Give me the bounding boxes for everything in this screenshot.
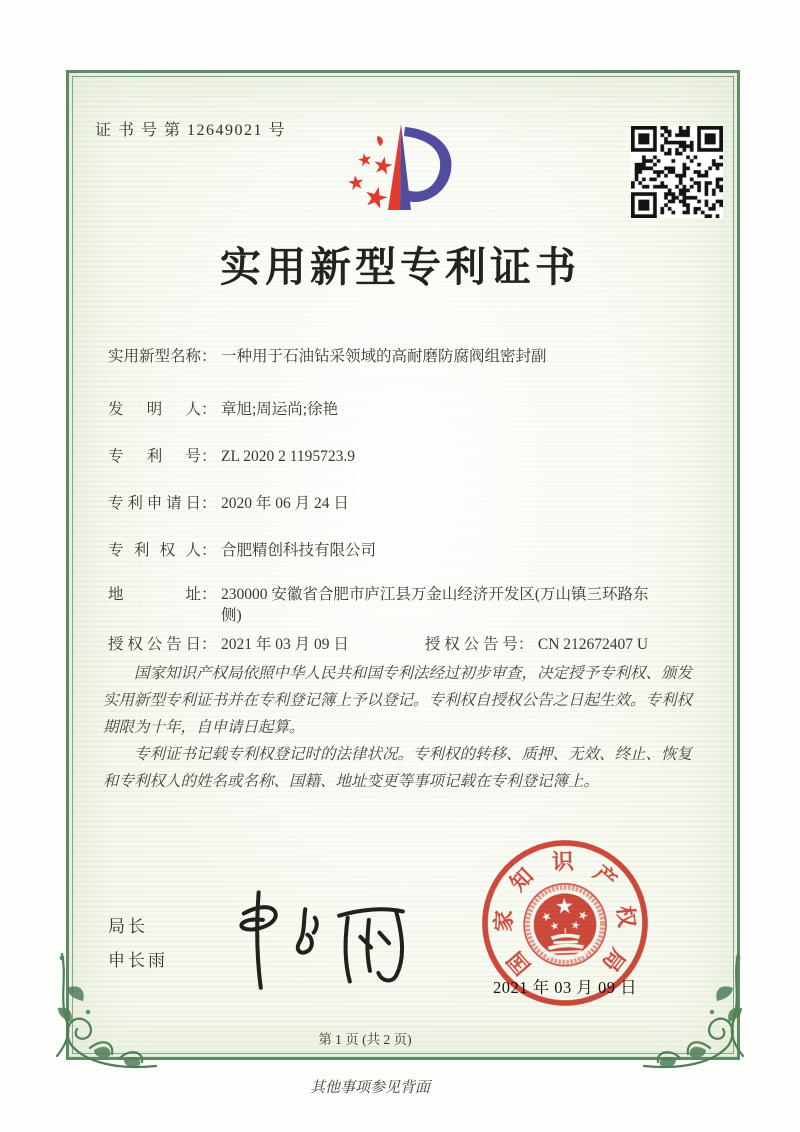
field-label: 授权公告号 <box>424 636 518 653</box>
signature-icon <box>212 886 424 992</box>
field-value: 230000 安徽省合肥市庐江县万金山经济开发区(万山镇三环路东侧) <box>221 586 649 624</box>
field-value: 一种用于石油钻采领域的高耐磨防腐阀组密封副 <box>221 348 547 365</box>
colon: ： <box>201 586 217 603</box>
signer-name: 申长雨 <box>108 951 168 970</box>
field-value: 合肥精创科技有限公司 <box>221 542 377 559</box>
svg-text:国: 国 <box>502 946 536 980</box>
official-seal-icon <box>475 833 655 1013</box>
field-value: 章旭;周运尚;徐艳 <box>221 401 339 418</box>
field-label: 专利申请日 <box>108 495 201 512</box>
colon: ： <box>201 348 217 365</box>
svg-text:权: 权 <box>612 904 639 929</box>
corner-flourish-icon <box>638 950 756 1076</box>
colon: ： <box>517 636 534 653</box>
field-inventors <box>108 399 720 420</box>
cnipa-logo-icon <box>344 110 462 224</box>
field-address <box>108 584 720 626</box>
colon: ： <box>201 636 217 653</box>
field-value: ZL 2020 2 1195723.9 <box>221 448 356 465</box>
field-grant-row <box>108 634 720 655</box>
field-label: 授权公告日 <box>108 636 201 653</box>
colon: ： <box>201 495 217 512</box>
field-patentee <box>108 540 720 561</box>
back-note: 其他事项参见背面 <box>309 1080 430 1096</box>
colon: ： <box>201 448 217 465</box>
page-info: 第 1 页 (共 2 页) <box>318 1032 412 1047</box>
field-list <box>108 346 720 655</box>
certificate-number: 证 书 号 第 12649021 号 <box>95 122 287 139</box>
field-patent-number <box>108 446 720 467</box>
qr-code <box>631 126 723 218</box>
svg-text:产: 产 <box>588 860 622 894</box>
field-value: 2021 年 03 月 09 日 <box>221 636 349 653</box>
svg-text:家: 家 <box>491 909 517 933</box>
field-label: 专利号 <box>108 448 201 465</box>
legal-paragraphs <box>103 660 697 795</box>
field-label: 实用新型名称 <box>108 348 202 365</box>
svg-text:局: 局 <box>597 943 630 976</box>
signer-title: 局长 <box>108 917 148 936</box>
corner-flourish-icon <box>44 950 162 1076</box>
legal-paragraph: 国家知识产权局依照中华人民共和国专利法经过初步审查，决定授予专利权、颁发实用新型专利证书并在专利登记簿上予以登记。专利权自授权公告之日起生效。专利权期限为十年，自申请日起算。 <box>103 665 693 736</box>
svg-text:知: 知 <box>505 863 539 897</box>
field-utility-model-name <box>108 346 720 367</box>
svg-text:识: 识 <box>551 849 575 875</box>
field-filing-date <box>108 493 720 514</box>
seal-date: 2021 年 03 月 09 日 <box>492 978 638 997</box>
field-label: 地址 <box>108 586 201 603</box>
colon: ： <box>201 401 217 418</box>
colon: ： <box>201 542 217 559</box>
field-value: 2020 年 06 月 24 日 <box>221 495 349 512</box>
field-label: 专利权人 <box>108 542 201 559</box>
legal-paragraph: 专利证书记载专利权登记时的法律状况。专利权的转移、质押、无效、终止、恢复和专利权人的姓名或名称、国籍、地址变更等事项记载在专利登记簿上。 <box>103 746 693 790</box>
field-value: CN 212672407 U <box>537 636 649 653</box>
field-label: 发明人 <box>108 401 201 418</box>
certificate-title: 实用新型专利证书 <box>220 244 580 290</box>
